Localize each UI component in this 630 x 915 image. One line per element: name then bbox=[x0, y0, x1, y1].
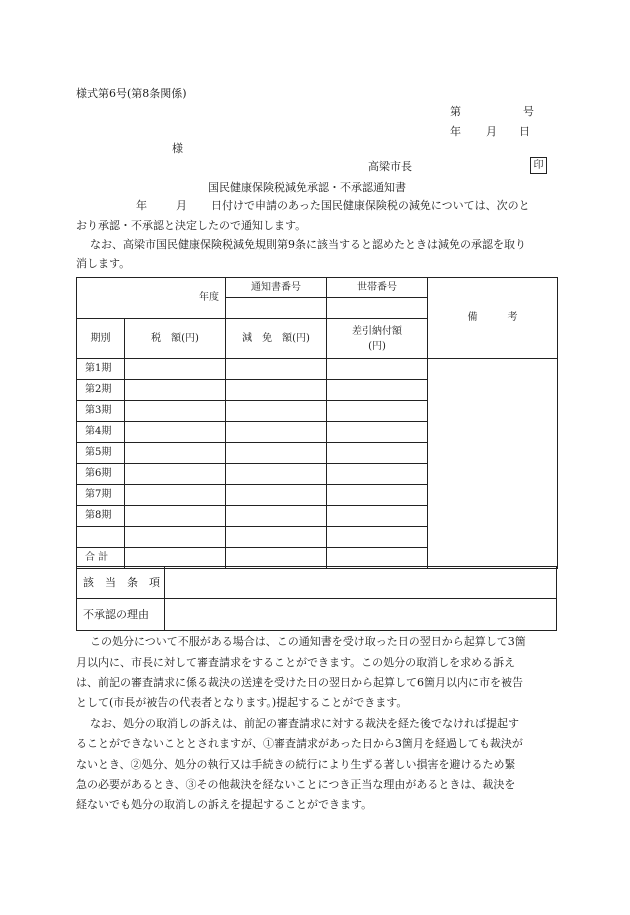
document-number-suffix: 号 bbox=[523, 105, 534, 118]
tax-amount-cell bbox=[125, 422, 226, 443]
lawsuit-note-line-4: 急の必要があるとき、③その他裁決を経ないことにつき正当な理由があるときは、裁決を bbox=[76, 778, 516, 791]
reduction-amount-cell bbox=[226, 464, 327, 485]
total-label: 合 計 bbox=[77, 548, 125, 569]
lawsuit-note-line-5: 経ないでも処分の取消しの訴えを提起することができます。 bbox=[76, 798, 373, 811]
tax-amount-cell bbox=[125, 359, 226, 380]
date-month: 月 bbox=[486, 125, 497, 138]
clause-reason-table bbox=[76, 566, 557, 631]
period-label: 第6期 bbox=[77, 464, 125, 485]
intro-year: 年 bbox=[136, 199, 147, 212]
net-payment-column-header bbox=[327, 319, 428, 359]
period-label: 第8期 bbox=[77, 506, 125, 527]
net-payment-cell bbox=[327, 506, 428, 527]
tax-reduction-table bbox=[76, 277, 558, 569]
document-number-prefix: 第 bbox=[450, 105, 461, 118]
tax-amount-cell bbox=[125, 380, 226, 401]
form-number: 様式第6号(第8条関係) bbox=[76, 87, 187, 100]
reduction-amount-column-header: 減 免 額(円) bbox=[226, 319, 327, 359]
reduction-amount-cell bbox=[226, 422, 327, 443]
period-label: 第5期 bbox=[77, 443, 125, 464]
appeal-note-line-1: この処分について不服がある場合は、この通知書を受け取った日の翌日から起算して3箇 bbox=[90, 635, 526, 648]
tax-amount-cell bbox=[125, 527, 226, 548]
tax-amount-cell bbox=[125, 485, 226, 506]
lawsuit-note-line-3: ないとき、②処分、処分の執行又は手続きの続行により生ずる著しい損害を避けるため緊 bbox=[76, 758, 516, 771]
net-payment-cell bbox=[327, 422, 428, 443]
net-payment-cell bbox=[327, 464, 428, 485]
rejection-reason-label: 不承認の理由 bbox=[77, 599, 165, 631]
reduction-amount-cell bbox=[226, 506, 327, 527]
remarks-header: 備 考 bbox=[428, 278, 558, 359]
tax-amount-column-header: 税 額(円) bbox=[125, 319, 226, 359]
lawsuit-note-line-1: なお、処分の取消しの訴えは、前記の審査請求に対する裁決を経た後でなければ提起す bbox=[90, 717, 519, 730]
date-day: 日 bbox=[519, 125, 530, 138]
period-label: 第3期 bbox=[77, 401, 125, 422]
tax-amount-cell bbox=[125, 401, 226, 422]
fiscal-year-label: 年度 bbox=[199, 292, 219, 303]
remarks-cell bbox=[428, 359, 558, 569]
notice-number-value bbox=[226, 298, 327, 319]
intro-month: 月 bbox=[176, 199, 187, 212]
tax-amount-cell bbox=[125, 443, 226, 464]
period-column-header: 期別 bbox=[77, 319, 125, 359]
tax-amount-cell bbox=[125, 464, 226, 485]
period-label-blank bbox=[77, 527, 125, 548]
reduction-amount-cell bbox=[226, 401, 327, 422]
appeal-note-line-4: として(市長が被告の代表者となります。)提起することができます。 bbox=[76, 696, 408, 709]
intro-line-2: おり承認・不承認と決定したので通知します。 bbox=[76, 219, 307, 232]
addressee-honorific: 様 bbox=[172, 142, 183, 155]
net-payment-label: 差引納付額 bbox=[352, 325, 402, 337]
notice-number-header: 通知書番号 bbox=[226, 278, 327, 298]
intro-line-4: 消します。 bbox=[76, 257, 131, 270]
net-payment-unit: (円) bbox=[368, 340, 386, 352]
intro-line-3: なお、高梁市国民健康保険税減免規則第9条に該当すると認めたときは減免の承認を取り bbox=[90, 238, 526, 251]
net-payment-cell bbox=[327, 527, 428, 548]
applicable-clause-label: 該 当 条 項 bbox=[77, 567, 165, 599]
rejection-reason-value bbox=[165, 599, 557, 631]
intro-line-1: 日付けで申請のあった国民健康保険税の減免については、次のと bbox=[211, 199, 530, 212]
reduction-amount-cell bbox=[226, 443, 327, 464]
tax-amount-cell bbox=[125, 506, 226, 527]
reduction-amount-cell bbox=[226, 485, 327, 506]
net-payment-cell bbox=[327, 443, 428, 464]
period-label: 第1期 bbox=[77, 359, 125, 380]
period-label: 第4期 bbox=[77, 422, 125, 443]
seal-stamp: 印 bbox=[530, 157, 547, 174]
document-title: 国民健康保険税減免承認・不承認通知書 bbox=[208, 181, 406, 194]
household-number-header: 世帯番号 bbox=[327, 278, 428, 298]
net-payment-cell bbox=[327, 401, 428, 422]
reduction-amount-cell bbox=[226, 527, 327, 548]
issuer-name: 高梁市長 bbox=[368, 160, 412, 173]
appeal-note-line-3: は、前記の審査請求に係る裁決の送達を受けた日の翌日から起算して6箇月以内に市を被告 bbox=[76, 676, 523, 689]
fiscal-year-cell bbox=[77, 278, 226, 319]
household-number-value bbox=[327, 298, 428, 319]
applicable-clause-value bbox=[165, 567, 557, 599]
appeal-note-line-2: 月以内に、市長に対して審査請求をすることができます。この処分の取消しを求める訴え bbox=[76, 656, 516, 669]
lawsuit-note-line-2: ることができないこととされますが、①審査請求があった日から3箇月を経過しても裁決が bbox=[76, 737, 523, 750]
net-payment-cell bbox=[327, 485, 428, 506]
period-label: 第2期 bbox=[77, 380, 125, 401]
net-payment-cell bbox=[327, 359, 428, 380]
period-label: 第7期 bbox=[77, 485, 125, 506]
net-payment-cell bbox=[327, 380, 428, 401]
date-year: 年 bbox=[450, 125, 461, 138]
reduction-amount-cell bbox=[226, 380, 327, 401]
reduction-amount-cell bbox=[226, 359, 327, 380]
